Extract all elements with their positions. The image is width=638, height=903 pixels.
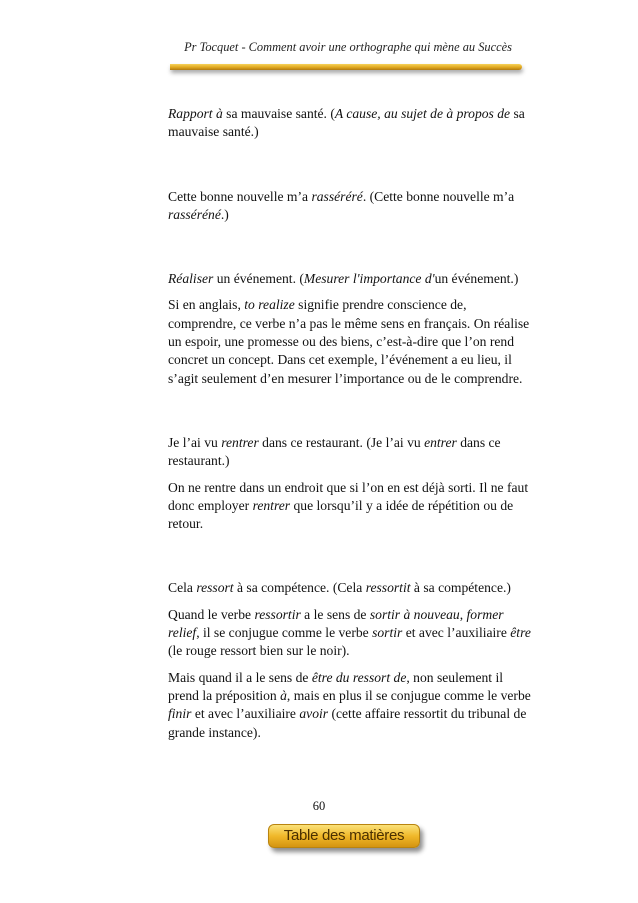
spacer [168, 471, 534, 479]
spacer [168, 533, 534, 579]
text: On ne rentre dans un endroit que si l’on en est déjà sorti. Il ne faut donc employer [168, 479, 529, 513]
text: à sa compétence.) [410, 580, 511, 596]
text-italic: être [510, 625, 531, 641]
text: Cette bonne nouvelle m’a [168, 188, 312, 204]
page-number: 60 [312, 799, 326, 813]
running-header: Pr Tocquet - Comment avoir une orthographe qui mène au Succès [184, 40, 512, 54]
text-italic: avoir [299, 706, 329, 722]
text-italic: rentrer [252, 497, 291, 513]
paragraph-ressortir-sortir [168, 606, 534, 661]
text: sa mauvaise santé. ( [222, 106, 335, 121]
text: et avec l’auxiliaire [402, 625, 511, 641]
text: un événement. ( [213, 271, 304, 287]
text: que lorsqu’il y a idée de répétition ou de retour. [168, 497, 514, 532]
paragraph-realiser-explanation [168, 296, 534, 387]
spacer [168, 142, 534, 188]
text: , il se conjugue comme le verbe [196, 625, 373, 641]
text-italic: entrer [424, 434, 457, 450]
text-italic: rasséréré [311, 188, 363, 204]
text: Quand le verbe [168, 606, 255, 622]
text: dans ce restaurant. (Je l’ai vu [258, 434, 425, 450]
text: Cela [168, 580, 197, 596]
text-italic: rasséréné [168, 206, 221, 222]
text-italic: former relief [168, 606, 504, 641]
text: a le sens de [300, 606, 370, 622]
spacer [168, 288, 534, 296]
text: Mais quand il a le sens de [168, 669, 312, 685]
header-rule [170, 64, 522, 70]
text-italic: finir [168, 706, 192, 722]
paragraph-ressortir [168, 579, 534, 597]
page-content [168, 105, 534, 742]
text-italic: ressortit [365, 580, 411, 596]
text: . (Cette bonne nouvelle m’a [362, 188, 515, 204]
text-italic: sortir [372, 625, 403, 641]
text-italic: ressort [196, 580, 234, 596]
text-italic: rentrer [221, 434, 259, 450]
spacer [168, 388, 534, 434]
text-italic: être du ressort de [311, 669, 407, 685]
paragraph-rasserene [168, 188, 534, 225]
text: (cette affaire ressortit du tribunal de grande instance). [168, 706, 527, 740]
text: , mais en plus il se conjugue comme le verbe [286, 687, 531, 703]
spacer [168, 661, 534, 669]
text: dans ce restaurant.) [168, 434, 501, 469]
text-italic: Réaliser [168, 271, 214, 287]
text: .) [220, 206, 229, 222]
text-italic: à [280, 687, 287, 703]
table-of-contents-button[interactable]: Table des matières [268, 824, 420, 848]
text: , [459, 606, 467, 622]
paragraph-rentrer-explanation [168, 479, 534, 534]
text: signifie prendre conscience de, comprendre, ce verbe n’a pas le même sens en français. On réalise un espoir, une promesse ou des biens, c’est-à-dire que l’on rend concret un concept. Dans cet exemple, l’événement a eu lieu, il s’agit seulement d’en mesurer l’importance ou de le comprendre. [168, 297, 530, 386]
spacer [168, 598, 534, 606]
paragraph-realiser [168, 270, 534, 288]
text-italic: A cause, au sujet de à propos de [334, 106, 511, 121]
text: , non seulement il prend la préposition [168, 669, 504, 703]
paragraph-rapport [168, 105, 534, 142]
spacer [168, 224, 534, 270]
text: Si en anglais, [168, 297, 245, 313]
text: (le rouge ressort bien sur le noir). [168, 643, 350, 659]
text: et avec l’auxiliaire [191, 706, 300, 722]
text-italic: Mesurer l'importance d' [303, 271, 435, 287]
text-italic: ressortir [254, 606, 301, 622]
text: sa mauvaise santé.) [168, 106, 525, 140]
text-italic: sortir à nouveau [369, 606, 460, 622]
text: un événement.) [434, 271, 519, 287]
paragraph-ressortir-finir [168, 669, 534, 742]
text-italic: to realize [244, 297, 295, 313]
text: Je l’ai vu [168, 434, 222, 450]
text: à sa compétence. (Cela [233, 580, 366, 596]
text-italic: Rapport à [168, 106, 223, 121]
paragraph-rentrer [168, 434, 534, 471]
